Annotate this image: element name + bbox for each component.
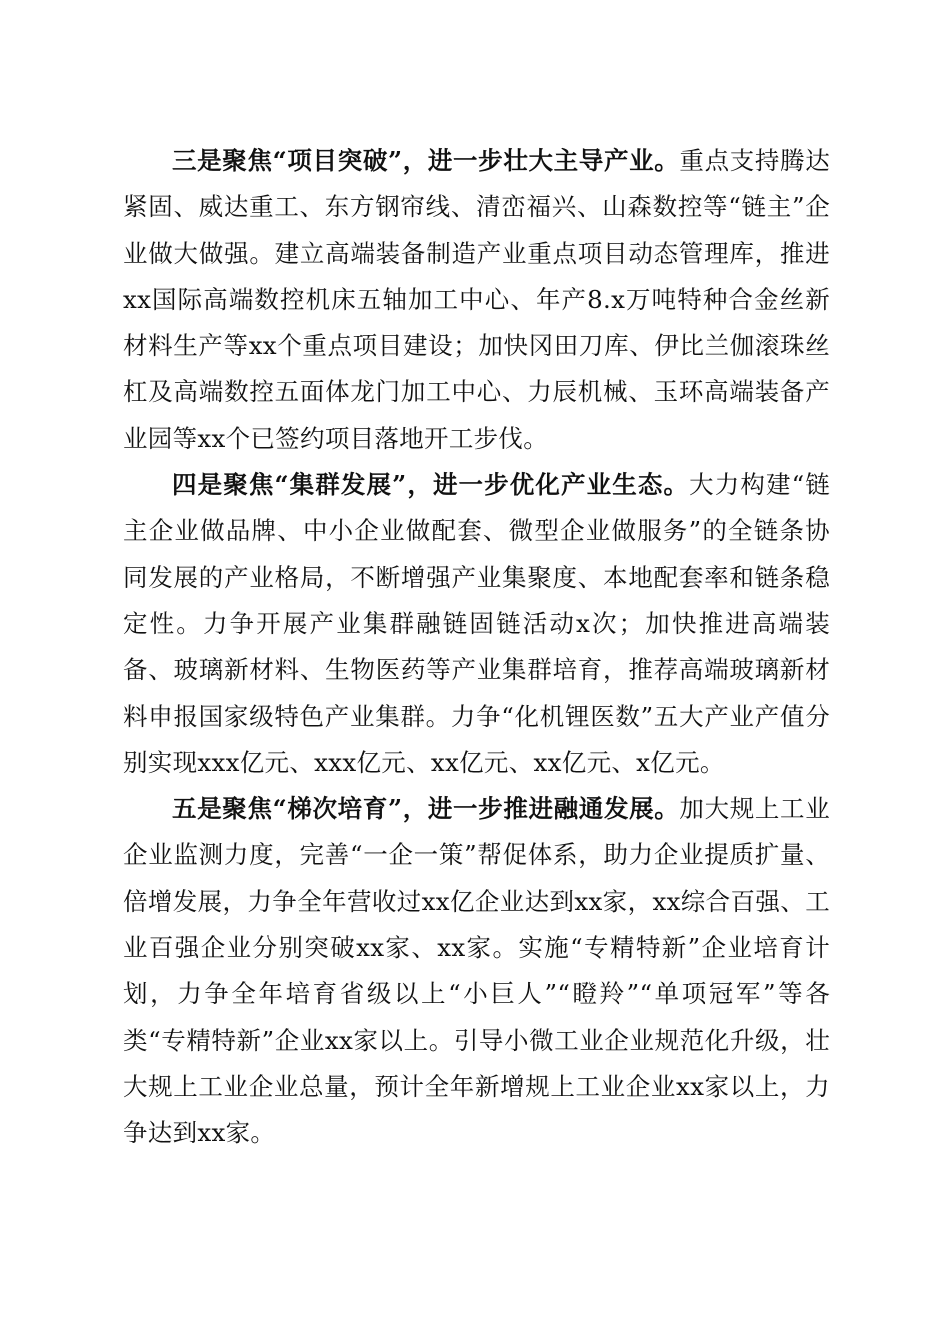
paragraph-body: 重点支持腾达紧固、威达重工、东方钢帘线、清峦福兴、山森数控等“链主”企业做大做强。建立高端装备制造产业重点项目动态管理库，推进xx国际高端数控机床五轴加工中心、年产8.x万吨特种合金丝新材料生产等xx个重点项目建设；加快冈田刀库、伊比兰伽滚珠丝杠及高端数控五面体龙门加工中心、力辰机械、玉环高端装备产业园等xx个已签约项目落地开工步伐。 — [123, 146, 830, 453]
paragraph-body: 加大规上工业企业监测力度，完善“一企一策”帮促体系，助力企业提质扩量、倍增发展，力争全年营收过xx亿企业达到xx家，xx综合百强、工业百强企业分别突破xx家、xx家。实施“专精特新”企业培育计划，力争全年培育省级以上“小巨人”“瞪羚”“单项冠军”等各类“专精特新”企业xx家以上。引导小微工业企业规范化升级，壮大规上工业企业总量，预计全年新增规上工业企业xx家以上，力争达到xx家。 — [123, 794, 830, 1148]
paragraph-lead: 四是聚焦“集群发展”，进一步优化产业生态。 — [172, 470, 690, 500]
paragraph-lead: 三是聚焦“项目突破”，进一步壮大主导产业。 — [172, 146, 680, 175]
paragraph-tiered-cultivation — [123, 786, 830, 1156]
document-body — [123, 138, 830, 1157]
paragraph-cluster-development — [123, 462, 830, 786]
paragraph-body: 大力构建“链主企业做品牌、中小企业做配套、微型企业做服务”的全链条协同发展的产业格局，不断增强产业集聚度、本地配套率和链条稳定性。力争开展产业集群融链固链活动x次；加快推进高端装备、玻璃新材料、生物医药等产业集群培育，推荐高端玻璃新材料申报国家级特色产业集群。力争“化机锂医数”五大产业产值分别实现xxx亿元、xxx亿元、xx亿元、xx亿元、x亿元。 — [123, 470, 831, 777]
paragraph-project-breakthrough — [123, 138, 830, 462]
paragraph-lead: 五是聚焦“梯次培育”，进一步推进融通发展。 — [172, 794, 680, 824]
